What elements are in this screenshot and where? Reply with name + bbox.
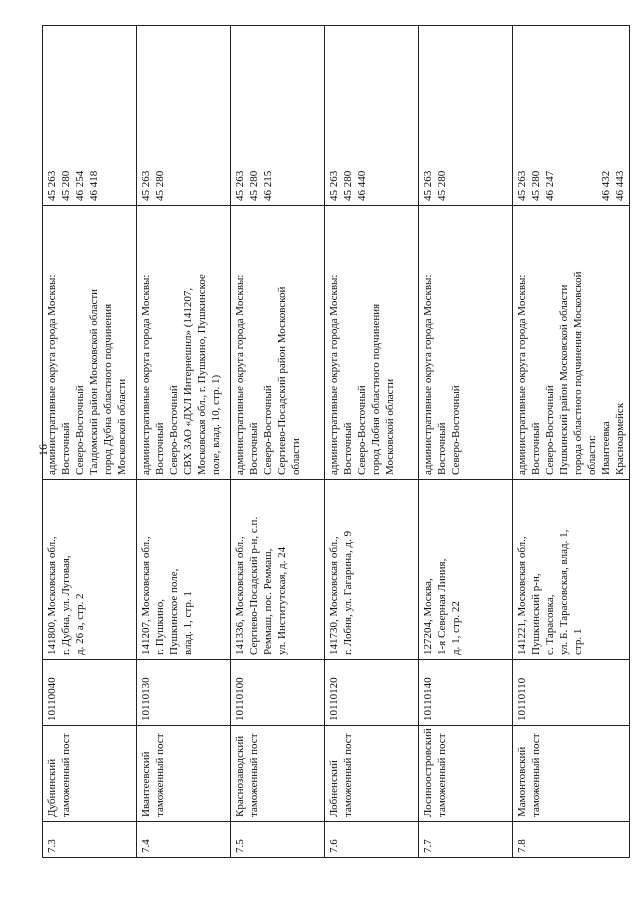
customs-post-name-text: Ивантеевский таможенный пост — [140, 733, 166, 817]
table-row — [513, 26, 630, 858]
okato-code: 45 280 — [436, 170, 448, 201]
service-region — [419, 206, 513, 480]
address-line: г. Пушкино, — [154, 598, 166, 655]
row-number-text: 7.5 — [234, 839, 246, 853]
customs-post-name-text: Дубнинский таможенный пост — [46, 733, 72, 817]
region-line: административные округа города Москвы: — [234, 274, 246, 475]
address-line: 1-я Северная Линия, — [436, 558, 448, 655]
customs-post-name — [325, 726, 419, 822]
row-number-text: 7.7 — [422, 839, 434, 853]
region-line: Восточный — [436, 422, 448, 475]
row-number-text: 7.3 — [46, 839, 58, 853]
region-line: СВХ ЗАО «ДХЛ Интернешнл» (141207, — [182, 287, 194, 475]
okato-codes — [419, 26, 513, 206]
region-line: Сергиево-Посадский район Московской — [276, 286, 288, 475]
okato-code: 45 280 — [248, 170, 260, 201]
table-row — [43, 26, 137, 858]
customs-post-code-text: 10110100 — [234, 677, 246, 721]
region-line: административные округа города Москвы: — [46, 274, 58, 475]
customs-post-code-text: 10110110 — [516, 677, 528, 721]
customs-post-name-text: Мамонтовский таможенный пост — [516, 733, 542, 817]
customs-post-name — [137, 726, 231, 822]
address-line: 141800, Московская обл., — [46, 536, 58, 655]
customs-post-name — [513, 726, 630, 822]
row-number — [325, 822, 419, 858]
okato-codes — [325, 26, 419, 206]
region-line: Северо-Восточный — [74, 385, 86, 475]
page-number: 16 — [36, 444, 50, 456]
row-number — [231, 822, 325, 858]
row-number — [137, 822, 231, 858]
table-row — [231, 26, 325, 858]
region-line: административные округа города Москвы: — [516, 274, 528, 475]
okato-code: 46 247 — [544, 170, 556, 201]
region-line: Восточный — [342, 422, 354, 475]
region-line: области — [290, 438, 302, 475]
region-line: Восточный — [248, 422, 260, 475]
table-row — [325, 26, 419, 858]
table-row — [137, 26, 231, 858]
customs-post-code-text: 10110040 — [46, 677, 58, 721]
service-region — [513, 206, 630, 480]
row-number-text: 7.8 — [516, 839, 528, 853]
address-line: 141207, Московская обл., — [140, 536, 152, 655]
customs-post-code — [137, 660, 231, 726]
address-line: 141221, Московская обл., — [516, 536, 528, 655]
row-number-text: 7.4 — [140, 839, 152, 853]
customs-post-address — [419, 480, 513, 660]
customs-posts-table — [42, 25, 630, 858]
address-line: ул. Институтская, д. 24 — [276, 546, 288, 655]
customs-post-code-text: 10110120 — [328, 677, 340, 721]
customs-post-name-text: Краснозаводский таможенный пост — [234, 733, 260, 817]
region-line: Московская обл., г. Пушкино, Пушкинское — [196, 274, 208, 475]
customs-post-name-text: Лосиноостровский таможенный пост — [422, 728, 448, 817]
region-line: Северо-Восточный — [450, 385, 462, 475]
customs-post-name — [43, 726, 137, 822]
customs-post-address — [137, 480, 231, 660]
customs-post-name-text: Лобненский таможенный пост — [328, 733, 354, 817]
okato-code: 45 280 — [60, 170, 72, 201]
address-line: д. 26 а, стр. 2 — [74, 593, 86, 655]
region-line: Московской области — [384, 378, 396, 475]
okato-code: 46 440 — [356, 170, 368, 201]
okato-codes — [43, 26, 137, 206]
customs-post-code — [43, 660, 137, 726]
region-line: Восточный — [60, 422, 72, 475]
okato-code: 45 263 — [140, 170, 152, 201]
row-number-text: 7.6 — [328, 839, 340, 853]
region-line: город Дубна областного подчинения — [102, 303, 114, 475]
customs-post-address — [43, 480, 137, 660]
okato-codes — [231, 26, 325, 206]
rotated-table-area — [42, 26, 626, 858]
address-line: 127204, Москва, — [422, 578, 434, 655]
address-line: стр. 1 — [572, 628, 584, 655]
customs-post-address — [513, 480, 630, 660]
customs-post-name — [419, 726, 513, 822]
okato-code — [571, 30, 585, 201]
okato-code — [557, 30, 571, 201]
address-line: с. Тарасовка, — [544, 594, 556, 655]
address-line: ул. Б. Тарасовская, влад. 1, — [558, 529, 570, 655]
okato-code: 46 254 — [74, 170, 86, 201]
region-line: административные округа города Москвы: — [140, 274, 152, 475]
okato-code: 46 432 — [600, 170, 612, 201]
region-line: поле, влад. 10, стр. 1) — [210, 374, 222, 475]
address-line: г. Лобня, ул. Гагарина, д. 9 — [342, 530, 354, 655]
service-region — [231, 206, 325, 480]
address-line: 141730, Московская обл., — [328, 536, 340, 655]
okato-codes — [513, 26, 630, 206]
customs-post-code — [325, 660, 419, 726]
region-line: Ивантеевка — [600, 421, 612, 475]
okato-code: 45 263 — [422, 170, 434, 201]
okato-code: 45 280 — [530, 170, 542, 201]
address-line: д. 1, стр. 22 — [450, 601, 462, 655]
region-line: административные округа города Москвы: — [422, 274, 434, 475]
customs-post-code-text: 10110140 — [422, 677, 434, 721]
okato-code: 45 263 — [328, 170, 340, 201]
service-region — [43, 206, 137, 480]
region-line: Красноармейск — [614, 402, 626, 475]
region-line: Северо-Восточный — [168, 385, 180, 475]
customs-post-address — [325, 480, 419, 660]
okato-code — [585, 30, 599, 201]
address-line: Пушкинское поле, — [168, 568, 180, 655]
region-line: Московской области — [116, 378, 128, 475]
address-line: 141336, Московская обл., — [234, 536, 246, 655]
customs-post-name — [231, 726, 325, 822]
okato-code: 46 443 — [614, 170, 626, 201]
region-line: Талдомский район Московской области — [88, 288, 100, 475]
row-number — [43, 822, 137, 858]
address-line: Пушкинский р-н, — [530, 573, 542, 655]
okato-code: 45 263 — [516, 170, 528, 201]
okato-code: 45 263 — [234, 170, 246, 201]
region-line: Пушкинский район Московской области — [558, 284, 570, 475]
okato-code: 45 280 — [154, 170, 166, 201]
region-line: Восточный — [154, 422, 166, 475]
customs-post-address — [231, 480, 325, 660]
region-line: Восточный — [530, 422, 542, 475]
address-line: влад. 1, стр. 1 — [182, 591, 194, 655]
okato-code: 45 263 — [46, 170, 58, 201]
address-line: г. Дубна, ул. Луговая, — [60, 555, 72, 655]
address-line: Реммаш, пос. Реммаш, — [262, 548, 274, 655]
customs-post-code — [513, 660, 630, 726]
rotated-table-inner — [42, 26, 626, 858]
okato-code: 46 418 — [88, 170, 100, 201]
okato-code: 46 215 — [262, 170, 274, 201]
region-line: области: — [586, 435, 598, 475]
customs-post-code — [419, 660, 513, 726]
region-line: Северо-Восточный — [262, 385, 274, 475]
region-line: города областного подчинения Московской — [572, 271, 584, 475]
row-number — [513, 822, 630, 858]
service-region — [137, 206, 231, 480]
customs-post-code-text: 10110130 — [140, 677, 152, 721]
row-number — [419, 822, 513, 858]
region-line: Северо-Восточный — [544, 385, 556, 475]
okato-code: 45 280 — [342, 170, 354, 201]
table-row — [419, 26, 513, 858]
region-line: административные округа города Москвы: — [328, 274, 340, 475]
region-line: город Лобня областного подчинения — [370, 303, 382, 475]
okato-codes — [137, 26, 231, 206]
customs-post-code — [231, 660, 325, 726]
address-line: Сергиево-Посадский р-н, с.п. — [248, 516, 260, 655]
region-line: Северо-Восточный — [356, 385, 368, 475]
service-region — [325, 206, 419, 480]
